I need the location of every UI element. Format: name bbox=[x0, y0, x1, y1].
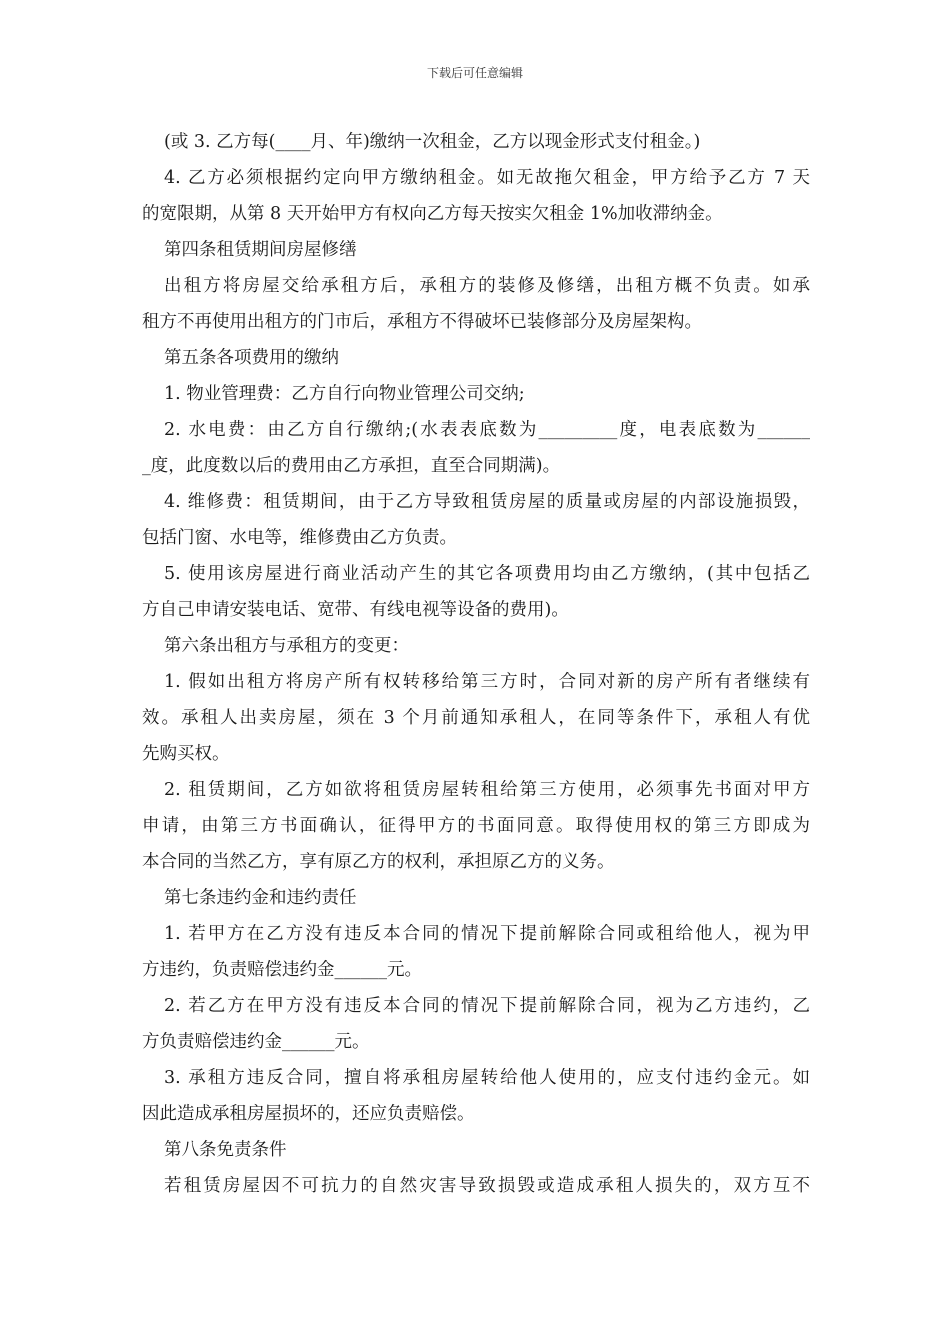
text-line: 若租赁房屋因不可抗力的自然灾害导致损毁或造成承租人损失的，双方互不 bbox=[164, 1176, 810, 1196]
text-line: 出租方将房屋交给承租方后，承租方的装修及修缮，出租方概不负责。如承 bbox=[164, 276, 810, 296]
text-line: 4. 维修费：租赁期间，由于乙方导致租赁房屋的质量或房屋的内部设施损毁， bbox=[164, 492, 810, 512]
document-body bbox=[142, 124, 810, 1204]
text-line: 方负责赔偿违约金______元。 bbox=[142, 1032, 370, 1052]
text-line: 1. 物业管理费：乙方自行向物业管理公司交纳; bbox=[164, 384, 525, 404]
text-line: 2. 租赁期间，乙方如欲将租赁房屋转租给第三方使用，必须事先书面对甲方 bbox=[164, 780, 810, 800]
text-line: 的宽限期，从第 8 天开始甲方有权向乙方每天按实欠租金 1%加收滞纳金。 bbox=[142, 204, 723, 224]
page-header: 下载后可任意编辑 bbox=[426, 66, 523, 80]
text-line: (或 3. 乙方每(____月、年)缴纳一次租金，乙方以现金形式支付租金。) bbox=[164, 132, 701, 152]
text-line: 第六条出租方与承租方的变更： bbox=[164, 636, 409, 656]
text-line: 方违约，负责赔偿违约金______元。 bbox=[142, 960, 422, 980]
text-line: 效。承租人出卖房屋，须在 3 个月前通知承租人，在同等条件下，承租人有优 bbox=[142, 708, 810, 728]
text-line: 5. 使用该房屋进行商业活动产生的其它各项费用均由乙方缴纳，(其中包括乙 bbox=[164, 564, 810, 584]
text-line: 1. 若甲方在乙方没有违反本合同的情况下提前解除合同或租给他人，视为甲 bbox=[164, 924, 810, 944]
text-line: 租方不再使用出租方的门市后，承租方不得破坏已装修部分及房屋架构。 bbox=[142, 312, 702, 332]
text-line: _度，此度数以后的费用由乙方承担，直至合同期满)。 bbox=[142, 456, 561, 476]
text-line: 3. 承租方违反合同，擅自将承租房屋转给他人使用的，应支付违约金元。如 bbox=[164, 1068, 810, 1088]
text-line: 第四条租赁期间房屋修缮 bbox=[164, 240, 357, 260]
text-line: 因此造成承租房屋损坏的，还应负责赔偿。 bbox=[142, 1104, 475, 1124]
text-line: 4. 乙方必须根据约定向甲方缴纳租金。如无故拖欠租金，甲方给予乙方 7 天 bbox=[164, 168, 810, 188]
text-line: 2. 水电费：由乙方自行缴纳;(水表表底数为_________度，电表底数为______ bbox=[164, 420, 810, 440]
text-line: 本合同的当然乙方，享有原乙方的权利，承担原乙方的义务。 bbox=[142, 852, 615, 872]
text-line: 包括门窗、水电等，维修费由乙方负责。 bbox=[142, 528, 457, 548]
text-line: 第七条违约金和违约责任 bbox=[164, 888, 357, 908]
text-line: 方自己申请安装电话、宽带、有线电视等设备的费用)。 bbox=[142, 600, 569, 620]
text-line: 2. 若乙方在甲方没有违反本合同的情况下提前解除合同，视为乙方违约，乙 bbox=[164, 996, 810, 1016]
text-line: 第五条各项费用的缴纳 bbox=[164, 348, 339, 368]
text-line: 第八条免责条件 bbox=[164, 1140, 287, 1160]
text-line: 申请，由第三方书面确认，征得甲方的书面同意。取得使用权的第三方即成为 bbox=[142, 816, 810, 836]
text-line: 1. 假如出租方将房产所有权转移给第三方时，合同对新的房产所有者继续有 bbox=[164, 672, 810, 692]
text-line: 先购买权。 bbox=[142, 744, 230, 764]
